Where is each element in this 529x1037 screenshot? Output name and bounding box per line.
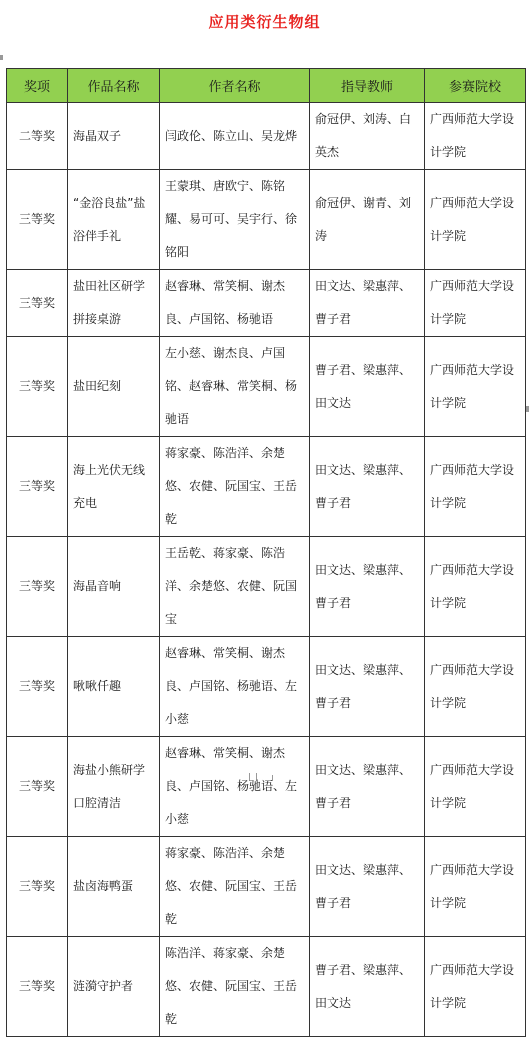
header-advisors: 指导教师 xyxy=(310,69,425,103)
authors-cell: 蒋家豪、陈浩洋、余楚悠、农健、阮国宝、王岳乾 xyxy=(160,837,310,937)
header-authors: 作者名称 xyxy=(160,69,310,103)
advisors-cell: 俞冠伊、刘涛、白英杰 xyxy=(310,103,425,170)
work-name-cell: 啾啾仟趣 xyxy=(68,637,160,737)
header-award: 奖项 xyxy=(7,69,68,103)
advisors-cell: 田文达、梁惠萍、曹子君 xyxy=(310,437,425,537)
award-cell: 三等奖 xyxy=(7,437,68,537)
advisors-cell: 田文达、梁惠萍、曹子君 xyxy=(310,837,425,937)
advisors-cell: 田文达、梁惠萍、曹子君 xyxy=(310,637,425,737)
school-cell: 广西师范大学设计学院 xyxy=(425,737,526,837)
table-row xyxy=(7,537,526,637)
table-row xyxy=(7,103,526,170)
school-cell: 广西师范大学设计学院 xyxy=(425,270,526,337)
award-cell: 三等奖 xyxy=(7,637,68,737)
authors-cell: 赵睿琳、常笑桐、谢杰良、卢国铭、杨驰语 xyxy=(160,270,310,337)
school-cell: 广西师范大学设计学院 xyxy=(425,837,526,937)
table-row xyxy=(7,937,526,1037)
authors-cell: 赵睿琳、常笑桐、谢杰良、卢国铭、杨驰语、左小慈 xyxy=(160,737,310,837)
school-cell: 广西师范大学设计学院 xyxy=(425,937,526,1037)
header-school: 参赛院校 xyxy=(425,69,526,103)
award-cell: 三等奖 xyxy=(7,270,68,337)
authors-cell: 王岳乾、蒋家豪、陈浩洋、余楚悠、农健、阮国宝 xyxy=(160,537,310,637)
table-row xyxy=(7,437,526,537)
awards-table xyxy=(6,68,526,1037)
header-work: 作品名称 xyxy=(68,69,160,103)
advisors-cell: 曹子君、梁惠萍、田文达 xyxy=(310,337,425,437)
authors-cell: 蒋家豪、陈浩洋、余楚悠、农健、阮国宝、王岳乾 xyxy=(160,437,310,537)
work-name-cell: 海上光伏无线充电 xyxy=(68,437,160,537)
school-cell: 广西师范大学设计学院 xyxy=(425,103,526,170)
table-row xyxy=(7,337,526,437)
table-row xyxy=(7,270,526,337)
award-cell: 三等奖 xyxy=(7,170,68,270)
table-row xyxy=(7,837,526,937)
school-cell: 广西师范大学设计学院 xyxy=(425,637,526,737)
table-row xyxy=(7,637,526,737)
work-name-cell: 海盐小熊研学口腔清洁 xyxy=(68,737,160,837)
work-name-cell: “金浴良盐”盐浴伴手礼 xyxy=(68,170,160,270)
page-title: 应用类衍生物组 xyxy=(208,13,321,31)
award-cell: 三等奖 xyxy=(7,337,68,437)
authors-cell: 王蒙琪、唐欧宁、陈铭耀、易可可、吴宇行、徐铭阳 xyxy=(160,170,310,270)
school-cell: 广西师范大学设计学院 xyxy=(425,537,526,637)
authors-cell: 陈浩洋、蒋家豪、余楚悠、农健、阮国宝、王岳乾 xyxy=(160,937,310,1037)
authors-cell: 左小慈、谢杰良、卢国铭、赵睿琳、常笑桐、杨驰语 xyxy=(160,337,310,437)
advisors-cell: 田文达、梁惠萍、曹子君 xyxy=(310,737,425,837)
advisors-cell: 俞冠伊、谢青、刘涛 xyxy=(310,170,425,270)
advisors-cell: 曹子君、梁惠萍、田文达 xyxy=(310,937,425,1037)
table-header-row xyxy=(7,69,526,103)
work-name-cell: 海晶双子 xyxy=(68,103,160,170)
work-name-cell: 涟漪守护者 xyxy=(68,937,160,1037)
school-cell: 广西师范大学设计学院 xyxy=(425,337,526,437)
award-cell: 三等奖 xyxy=(7,937,68,1037)
work-name-cell: 盐卤海鸭蛋 xyxy=(68,837,160,937)
work-name-cell: 海晶音响 xyxy=(68,537,160,637)
school-cell: 广西师范大学设计学院 xyxy=(425,437,526,537)
award-cell: 二等奖 xyxy=(7,103,68,170)
school-cell: 广西师范大学设计学院 xyxy=(425,170,526,270)
award-cell: 三等奖 xyxy=(7,737,68,837)
table-row xyxy=(7,170,526,270)
award-cell: 三等奖 xyxy=(7,837,68,937)
award-cell: 三等奖 xyxy=(7,537,68,637)
authors-cell: 赵睿琳、常笑桐、谢杰良、卢国铭、杨驰语、左小慈 xyxy=(160,637,310,737)
table-row xyxy=(7,737,526,837)
authors-cell: 闫政伦、陈立山、吴龙烨 xyxy=(160,103,310,170)
work-name-cell: 盐田纪刻 xyxy=(68,337,160,437)
work-name-cell: 盐田社区研学拼接桌游 xyxy=(68,270,160,337)
advisors-cell: 田文达、梁惠萍、曹子君 xyxy=(310,537,425,637)
advisors-cell: 田文达、梁惠萍、曹子君 xyxy=(310,270,425,337)
anchor-mark-left xyxy=(0,55,3,60)
